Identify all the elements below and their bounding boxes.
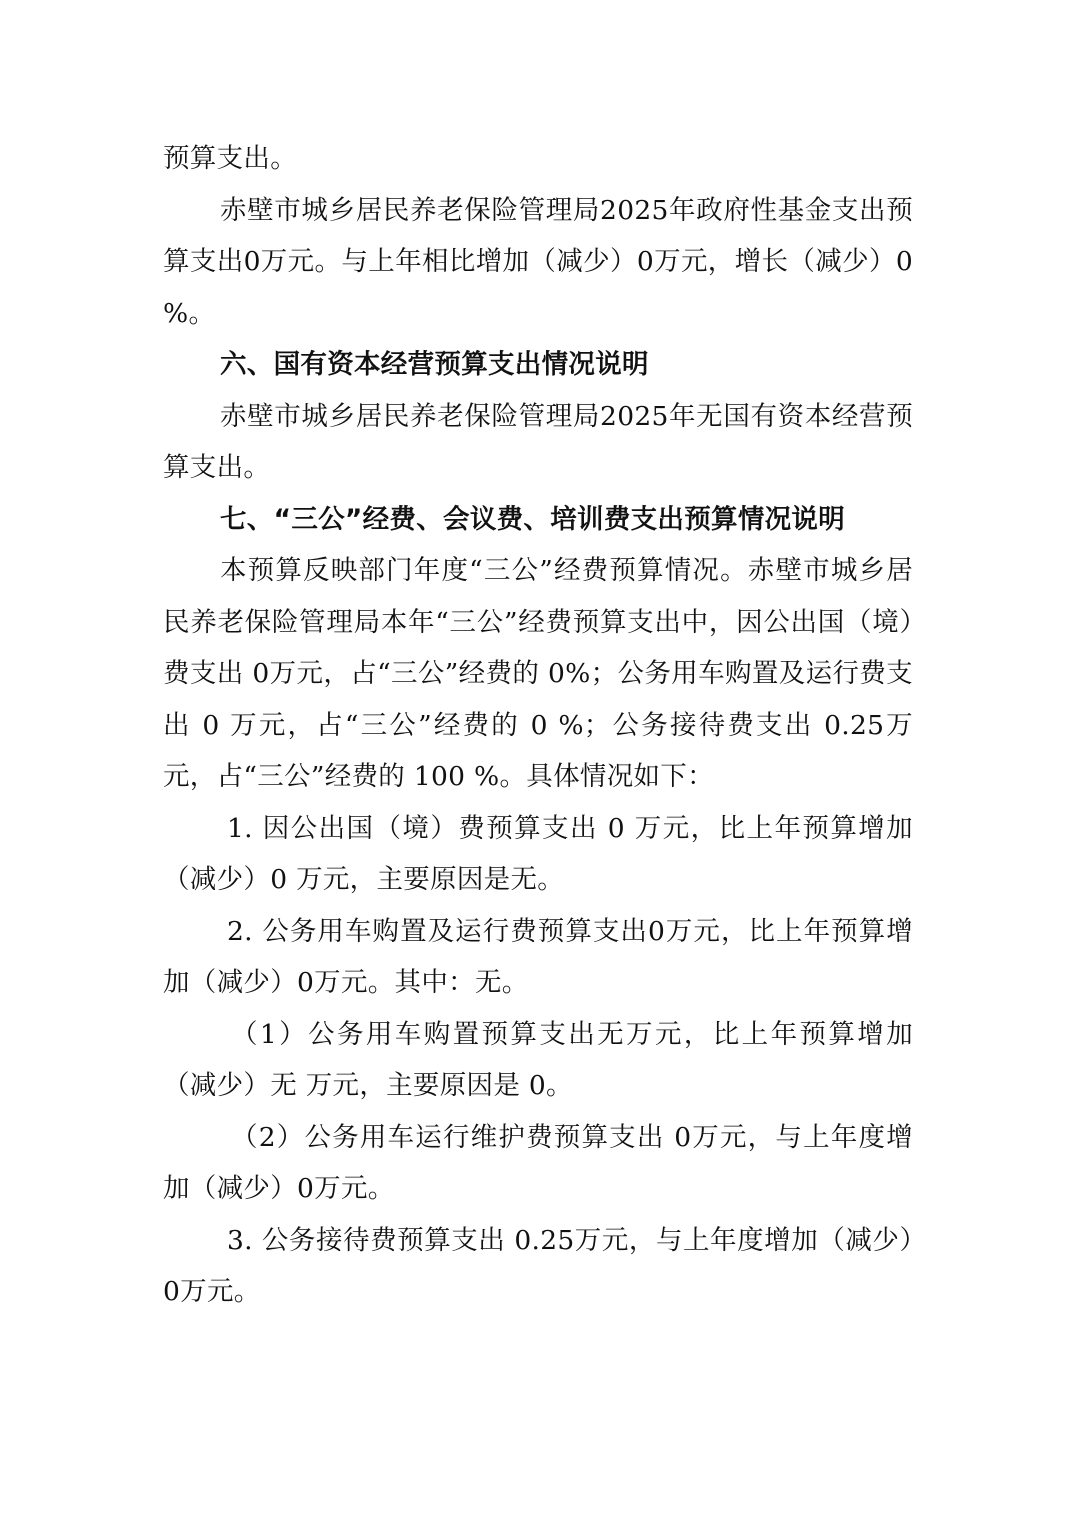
section-heading-6: 六、国有资本经营预算支出情况说明 (220, 349, 649, 380)
section-heading-7: 七、“三公”经费、会议费、培训费支出预算情况说明 (220, 503, 846, 535)
paragraph-continuation: 预算支出。 (163, 143, 297, 174)
paragraph-state-capital: 赤壁市城乡居民养老保险管理局2025年无国有资本经营预算支出。 (163, 400, 913, 483)
list-item-2-1: （1）公务用车购置预算支出无万元，比上年预算增加（减少）无 万元，主要原因是 0。 (163, 1018, 913, 1101)
paragraph-fund-budget: 赤壁市城乡居民养老保险管理局2025年政府性基金支出预算支出0万元。与上年相比增加（减少）0万元，增长（减少）0 %。 (163, 194, 913, 329)
list-item-3: 3. 公务接待费预算支出 0.25万元，与上年度增加（减少）0万元。 (163, 1224, 913, 1307)
list-item-1: 1. 因公出国（境）费预算支出 0 万元，比上年预算增加（减少）0 万元，主要原因是无。 (163, 812, 913, 895)
list-item-2: 2. 公务用车购置及运行费预算支出0万元，比上年预算增加（减少）0万元。其中：无。 (163, 915, 913, 998)
document-body (163, 133, 913, 1318)
list-item-2-2: （2）公务用车运行维护费预算支出 0万元，与上年度增加（减少）0万元。 (163, 1121, 913, 1204)
paragraph-three-public-intro: 本预算反映部门年度“三公”经费预算情况。赤壁市城乡居民养老保险管理局本年“三公”经费预算支出中，因公出国（境）费支出 0万元，占“三公”经费的 0%；公务用车购置及运行费支出 0 万元，占“三公”经费的 0 %；公务接待费支出 0.25万元，占“三公”经费的 100 %。具体情况如下： (163, 555, 913, 792)
